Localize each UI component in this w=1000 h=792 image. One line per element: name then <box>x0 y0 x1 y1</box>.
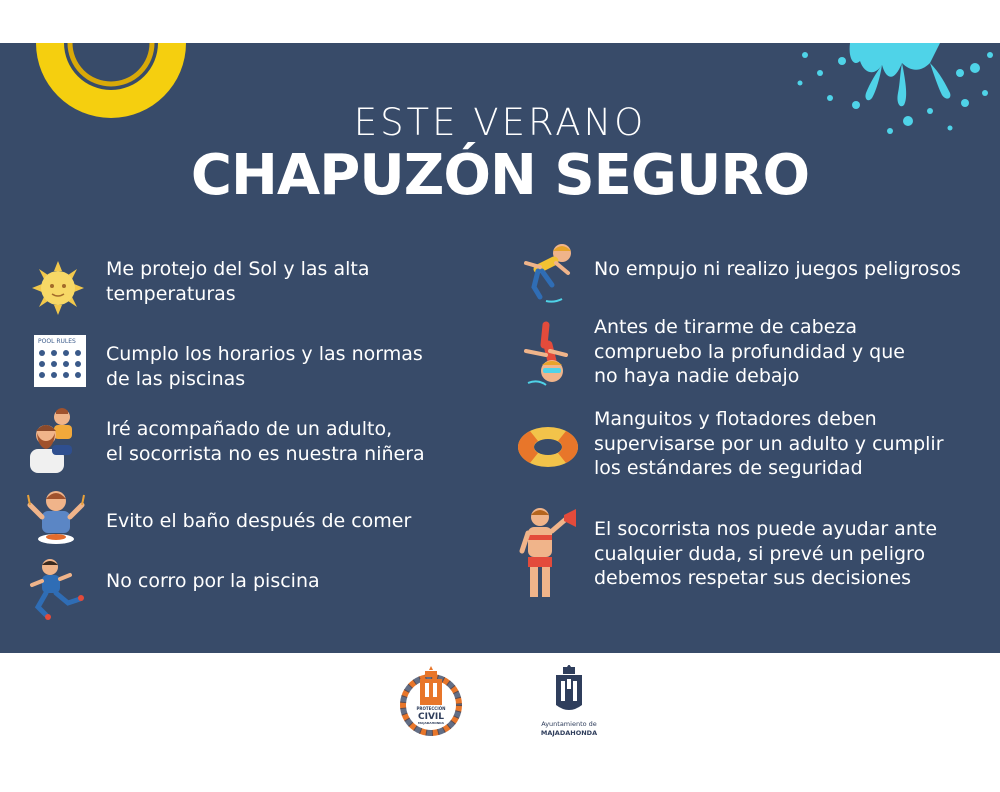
slipping-child-icon <box>516 237 580 307</box>
adult-with-child-icon <box>24 405 88 475</box>
item-text <box>594 257 961 282</box>
item-text-line: cualquier duda, si prevé un peligro <box>594 542 926 565</box>
item-text <box>594 315 905 389</box>
item-text-line: no haya nadie debajo <box>594 365 800 387</box>
item-text <box>594 517 937 591</box>
item-text <box>106 509 411 534</box>
running-child-icon <box>24 555 88 625</box>
pool-rules-sign-icon <box>30 333 94 403</box>
item-text <box>106 417 425 466</box>
item-text-line: Manguitos y flotadores deben <box>594 408 877 430</box>
lifeguard-icon <box>512 505 582 605</box>
diving-child-icon <box>516 321 580 391</box>
item-text-line: Antes de tirarme de cabeza <box>594 316 858 338</box>
pc-logo-bottom-text: MAJADAHONDA <box>418 721 444 725</box>
item-text-line: debemos respetar sus decisiones <box>594 567 912 589</box>
item-text-line: de las piscinas <box>106 367 246 390</box>
ayuntamiento-majadahonda-logo <box>528 665 610 741</box>
item-text-line: supervisarse por un adulto y cumplir <box>594 432 944 455</box>
item-text-line: los estándares de seguridad <box>594 457 863 479</box>
item-text-line: compruebo la profundidad y que <box>594 340 905 363</box>
item-text-line: el socorrista no es nuestra niñera <box>106 442 425 465</box>
life-ring-icon <box>516 413 580 483</box>
item-text <box>106 569 320 594</box>
title-este-verano: ESTE VERANO <box>353 101 647 144</box>
item-text-line: Evito el baño después de comer <box>106 510 412 532</box>
pool-rules-heading: POOL RULES <box>38 338 76 345</box>
ayuntamiento-line1: Ayuntamiento de <box>541 720 597 728</box>
eating-child-icon <box>24 487 88 557</box>
item-text-line: No corro por la piscina <box>106 570 320 592</box>
ayuntamiento-line2: MAJADAHONDA <box>540 729 598 737</box>
item-text-line: Iré acompañado de un adulto, <box>106 418 393 440</box>
poster-panel <box>0 43 1000 653</box>
item-text <box>106 257 370 306</box>
item-text-line: No empujo ni realizo juegos peligrosos <box>594 258 961 280</box>
item-text-line: Me protejo del Sol y las alta <box>106 258 370 280</box>
title-chapuzon-seguro: CHAPUZÓN SEGURO <box>190 143 810 208</box>
item-text <box>106 342 423 391</box>
item-text-line: Cumplo los horarios y las normas <box>106 343 423 365</box>
pc-logo-top-text: PROTECCIÓN <box>416 706 446 711</box>
item-text-line: El socorrista nos puede ayudar ante <box>594 518 938 540</box>
sun-icon <box>26 253 90 323</box>
footer-logos <box>0 653 1000 792</box>
proteccion-civil-logo <box>396 665 466 741</box>
item-text <box>594 407 944 481</box>
pc-logo-civil-text: CIVIL <box>417 712 445 722</box>
item-text-line: temperaturas <box>106 282 236 305</box>
